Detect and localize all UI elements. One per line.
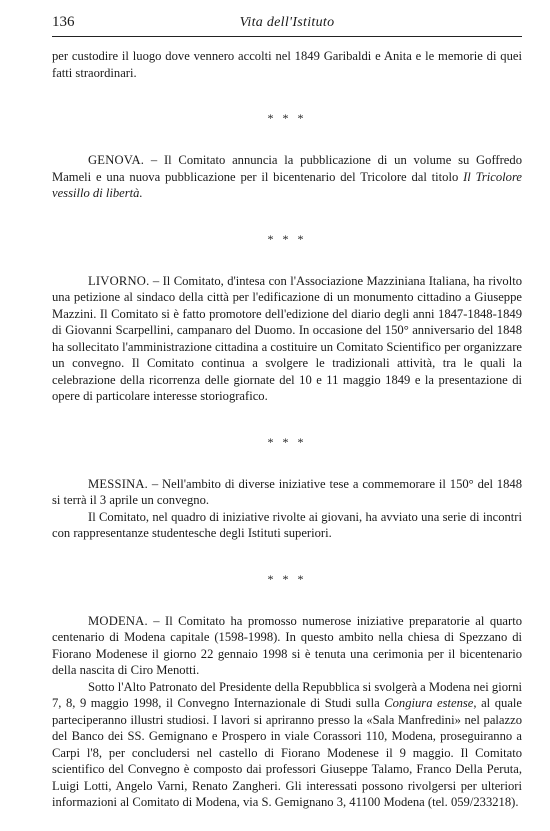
messina-text: – Nell'ambito di diverse iniziative tese a commemorare il 150° del 1848 si terrà il 3 aprile un convegno. xyxy=(52,476,522,507)
section-separator: * * * xyxy=(267,231,307,246)
genova-paragraph xyxy=(52,152,522,202)
modena-paragraph xyxy=(52,613,522,679)
intro-paragraph xyxy=(52,48,522,81)
genova-place: GENOVA. xyxy=(88,153,145,167)
running-header xyxy=(52,14,522,37)
modena-text: – Il Comitato ha promosso numerose iniziative preparatorie al quarto centenario di Modena capitale (1598-1998). In questo ambito nella chiesa di Spezzano di Fiorano Modenese il giorno 22 gennaio 1998 si è tenuta una cerimonia per il bicentenario della nascita di Ciro Menotti. xyxy=(52,613,522,677)
section-separator: * * * xyxy=(267,571,307,586)
livorno-place: LIVORNO. xyxy=(88,273,150,288)
livorno-paragraph xyxy=(52,273,522,405)
messina-paragraph-2 xyxy=(52,509,522,542)
livorno-text: – Il Comitato, d'intesa con l'Associazione Mazziniana Italiana, ha rivolto una petizione al sindaco della città per l'edificazione di un monumento cittadino a Giuseppe Mazzini. Il Comitato si è fatto promotore dell'edizione del diario degli anni 1847-1848-1849 di Giovanni Scarpellini, campanaro del Duomo. In occasione del 150° anniversario del 1848 ha sollecitato l'amministrazione cittadina a costituire un Comitato Scientifico per organizzare un convegno. Il Comitato continua a svolgere le tradizionali attività, tra le quali la celebrazione della ricorrenza delle giornate del 10 e 11 maggio 1849 e la presentazione di opere di particolare interesse storiografico. xyxy=(52,273,522,403)
modena-paragraph-2 xyxy=(52,679,522,811)
running-title: Vita dell'Istituto xyxy=(239,15,335,30)
page-number: 136 xyxy=(52,14,75,30)
messina-place: MESSINA. xyxy=(88,476,149,491)
messina-text-2: Il Comitato, nel quadro di iniziative rivolte ai giovani, ha avviato una serie di incontri con rappresentanze studentesche degli Istituti superiori. xyxy=(52,509,522,540)
genova-book-title: Il Tricolore vessillo di libertà. xyxy=(52,169,522,200)
modena-text-2b: , al quale parteciperanno illustri studiosi. I lavori si apriranno presso la «Sala Manfredini» nel palazzo del Banco dei SS. Gemignano e Prospero in viale Corassori 110, Modena, proseguiranno a Carpi l'8, per concludersi nel castello di Fiorano Modenese il 9 maggio. Il Comitato scientifico del Convegno è composto dai professori Giuseppe Talamo, Franco Della Peruta, Luigi Lotti, Angelo Varni, Renato Zangheri. Gli interessati possono rivolgersi per ulteriori informazioni al Comitato di Modena, via S. Gemignano 3, 41100 Modena (tel. 059/233218). xyxy=(52,696,522,809)
modena-congress-title: Congiura estense xyxy=(384,696,474,710)
messina-paragraph xyxy=(52,476,522,509)
section-separator: * * * xyxy=(267,111,307,125)
body-text xyxy=(52,48,522,811)
genova-text: – Il Comitato annuncia la pubblicazione di un volume su Goffredo Mameli e una nuova pubblicazione per il bicentenario del Tricolore dal titolo xyxy=(52,153,522,184)
modena-place: MODENA. xyxy=(88,613,148,628)
intro-text: per custodire il luogo dove vennero accolti nel 1849 Garibaldi e Anita e le memorie di quei fatti straordinari. xyxy=(52,49,522,80)
modena-text-2a: Sotto l'Alto Patronato del Presidente della Repubblica si svolgerà a Modena nei giorni 7, 8, 9 maggio 1998, il Convegno Internazionale di Studi sulla xyxy=(52,679,522,710)
section-separator: * * * xyxy=(267,434,307,449)
